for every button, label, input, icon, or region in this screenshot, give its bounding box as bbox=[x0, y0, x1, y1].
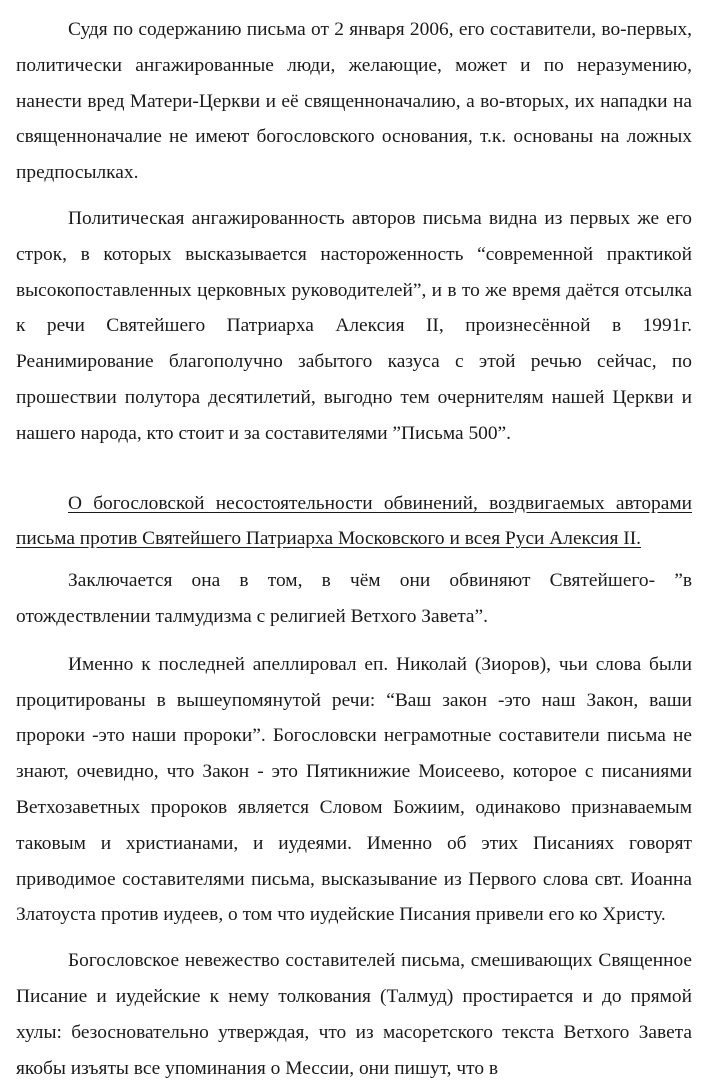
section-heading: О богословской несостоятельности обвинений, воздвигаемых авторами письма против Святейшего Патриарха Московского и всея Руси Алексия II. bbox=[16, 492, 692, 550]
document-page bbox=[16, 12, 692, 1086]
paragraph-accusation: Заключается она в том, в чём они обвиняют Святейшего- ”в отождествлении талмудизма с религией Ветхого Завета”. bbox=[16, 570, 692, 627]
paragraph-political: Политическая ангажированность авторов письма видна из первых же его строк, в которых высказывается настороженность “современной практикой высокопоставленных церковных руководителей”, и в то же время даётся отсылка к речи Святейшего Патриарха Алексия II, произнесённой в 1991г. Реанимирование благополучно забытого казуса с этой речью сейчас, по прошествии полутора десятилетий, выгодно тем очернителям нашей Церкви и нашего народа, кто стоит и за составителями ”Письма 500”. bbox=[16, 207, 692, 444]
paragraph-intro: Судя по содержанию письма от 2 января 2006, его составители, во-первых, политически ангажированные люди, желающие, может и по неразумению, нанести вред Матери-Церкви и её священноначалию, а во-вторых, их нападки на священноначалие не имеют богословского основания, т.к. основаны на ложных предпосылках. bbox=[16, 19, 692, 184]
paragraph-ignorance: Богословское невежество составителей письма, смешивающих Священное Писание и иудейские к нему толкования (Талмуд) простирается и до прямой хулы: безосновательно утверждая, что из масоретского текста Ветхого Завета якобы изъяты все упоминания о Мессии, они пишут, что в bbox=[16, 950, 692, 1079]
paragraph-bishop-nikolai: Именно к последней апеллировал еп. Николай (Зиоров), чьи слова были процитированы в вышеупомянутой речи: “Ваш закон -это наш Закон, ваши пророки -это наши пророки”. Богословски неграмотные составители письма не знают, очевидно, что Закон - это Пятикнижие Моисеево, которое с писаниями Ветхозаветных пророков является Словом Божиим, одинаково признаваемым таковым и христианами, и иудеями. Именно об этих Писаниях говорят приводимое составителями письма, высказывание из Первого слова свт. Иоанна Златоуста против иудеев, о том что иудейские Писания привели его ко Христу. bbox=[16, 653, 692, 926]
